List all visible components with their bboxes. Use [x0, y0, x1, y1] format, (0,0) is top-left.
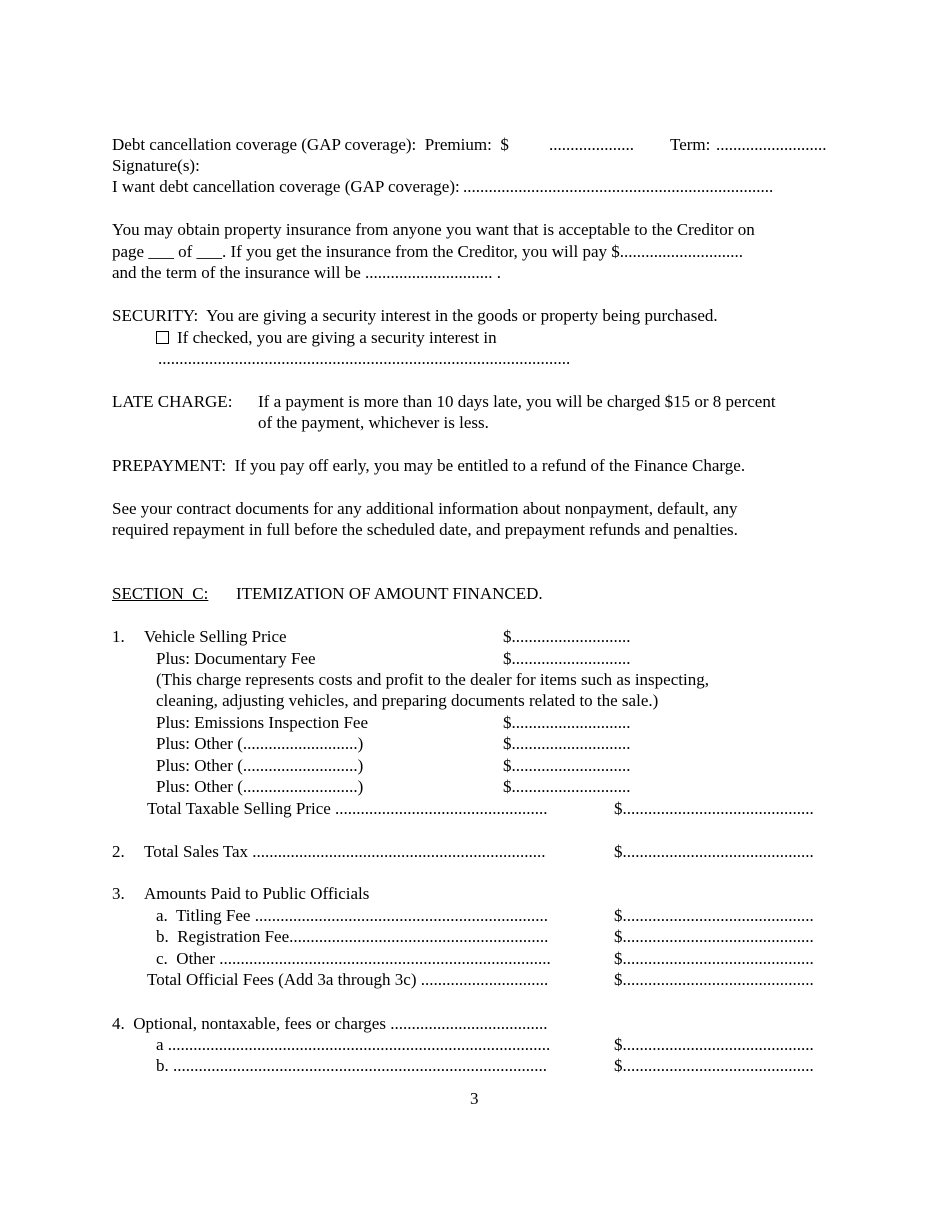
emissions-fee-label: Plus: Emissions Inspection Fee — [156, 713, 369, 732]
gap-premium-label: Debt cancellation coverage (GAP coverage): Premium: $ — [112, 135, 509, 154]
documentary-fee-note-2: cleaning, adjusting vehicles, and preparing documents related to the sale.) — [156, 691, 659, 710]
titling-fee-label: a. Titling Fee ..................................................................... — [156, 906, 548, 925]
documentary-fee-note-1: (This charge represents costs and profit to the dealer for items such as inspecting, — [156, 670, 709, 689]
signature-label: Signature(s): — [112, 156, 200, 175]
prepayment-text: PREPAYMENT: If you pay off early, you may be entitled to a refund of the Finance Charge. — [112, 456, 746, 475]
total-taxable-selling-price-blank[interactable]: $............................................. — [614, 799, 814, 818]
other-fee-blank-3[interactable]: $............................ — [503, 777, 631, 796]
item-2-number: 2. — [112, 842, 125, 861]
official-other-label: c. Other .............................................................................. — [156, 949, 551, 968]
late-charge-label: LATE CHARGE: — [112, 392, 233, 411]
vehicle-selling-price-label: Vehicle Selling Price — [144, 627, 287, 646]
item-1-number: 1. — [112, 627, 125, 646]
security-checkbox-row — [156, 327, 497, 349]
security-checkbox-text: If checked, you are giving a security interest in — [177, 328, 497, 347]
emissions-fee-blank[interactable]: $............................ — [503, 713, 631, 732]
registration-fee-label: b. Registration Fee............................................................. — [156, 927, 549, 946]
gap-want-text: I want debt cancellation coverage (GAP coverage): — [112, 177, 460, 196]
security-blank[interactable]: ................................................................................................. — [158, 349, 571, 368]
other-fee-blank-2[interactable]: $............................ — [503, 756, 631, 775]
security-line-1: SECURITY: You are giving a security interest in the goods or property being purchased. — [112, 306, 718, 325]
property-insurance-line-1: You may obtain property insurance from anyone you want that is acceptable to the Creditor on — [112, 220, 755, 239]
registration-fee-blank[interactable]: $............................................. — [614, 927, 814, 946]
optional-fee-b-blank[interactable]: $............................................. — [614, 1056, 814, 1075]
late-charge-line-2: of the payment, whichever is less. — [258, 413, 489, 432]
total-official-fees-label: Total Official Fees (Add 3a through 3c) .............................. — [147, 970, 549, 989]
gap-premium-blank[interactable]: .................... — [549, 135, 634, 154]
other-fee-blank-1[interactable]: $............................ — [503, 734, 631, 753]
total-sales-tax-label: Total Sales Tax ..................................................................... — [144, 842, 546, 861]
optional-fees-title: 4. Optional, nontaxable, fees or charges ..................................... — [112, 1014, 548, 1033]
documentary-fee-label: Plus: Documentary Fee — [156, 649, 316, 668]
other-fee-label-3: Plus: Other (...........................) — [156, 777, 364, 796]
vehicle-selling-price-blank[interactable]: $............................ — [503, 627, 631, 646]
property-insurance-line-2: page ___ of ___. If you get the insurance from the Creditor, you will pay $............................. — [112, 242, 744, 261]
titling-fee-blank[interactable]: $............................................. — [614, 906, 814, 925]
late-charge-line-1: If a payment is more than 10 days late, you will be charged $15 or 8 percent — [258, 392, 776, 411]
gap-term-blank[interactable]: .......................... — [716, 135, 827, 154]
public-officials-title: Amounts Paid to Public Officials — [144, 884, 370, 903]
total-sales-tax-blank[interactable]: $............................................. — [614, 842, 814, 861]
gap-want-blank[interactable]: ......................................................................... — [463, 177, 774, 196]
section-c-label: SECTION C: — [112, 584, 209, 603]
optional-fee-a-blank[interactable]: $............................................. — [614, 1035, 814, 1054]
official-other-blank[interactable]: $............................................. — [614, 949, 814, 968]
other-fee-label-1: Plus: Other (...........................) — [156, 734, 364, 753]
total-official-fees-blank[interactable]: $............................................. — [614, 970, 814, 989]
gap-term-label: Term: — [670, 135, 711, 154]
contract-notice-line-2: required repayment in full before the scheduled date, and prepayment refunds and penalties. — [112, 520, 738, 539]
security-checkbox[interactable] — [156, 331, 169, 344]
item-3-number: 3. — [112, 884, 125, 903]
contract-notice-line-1: See your contract documents for any additional information about nonpayment, default, any — [112, 499, 738, 518]
property-insurance-line-3: and the term of the insurance will be .............................. . — [112, 263, 502, 282]
optional-fee-b-label: b. ........................................................................................ — [156, 1056, 547, 1075]
other-fee-label-2: Plus: Other (...........................) — [156, 756, 364, 775]
page-number: 3 — [470, 1089, 479, 1108]
optional-fee-a-label: a .......................................................................................... — [156, 1035, 551, 1054]
section-c-title: ITEMIZATION OF AMOUNT FINANCED. — [236, 584, 543, 603]
documentary-fee-blank[interactable]: $............................ — [503, 649, 631, 668]
total-taxable-selling-price-label: Total Taxable Selling Price .................................................. — [147, 799, 548, 818]
